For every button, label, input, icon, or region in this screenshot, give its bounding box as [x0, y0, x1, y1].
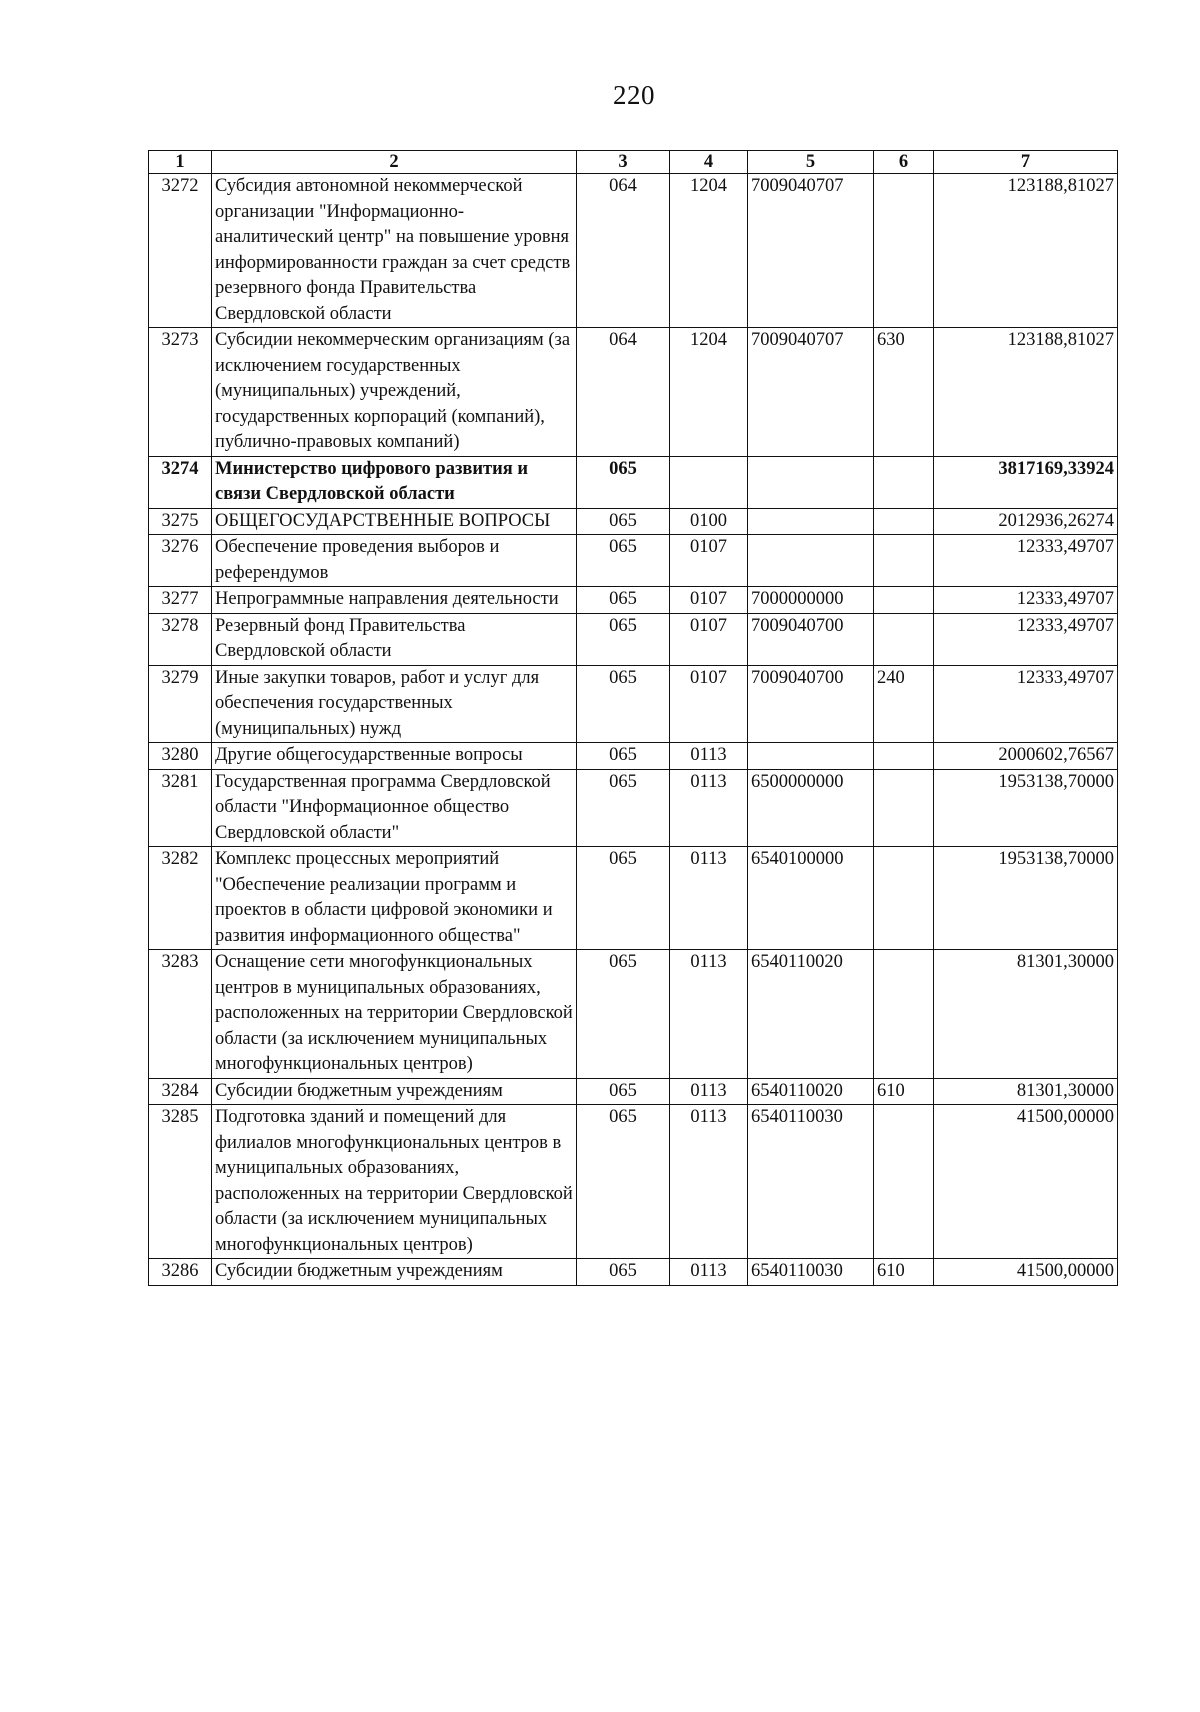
row-name-cell: Другие общегосударственные вопросы: [212, 743, 577, 770]
target-article-cell: 7009040707: [748, 328, 874, 457]
ministry-code-cell: 065: [577, 613, 670, 665]
row-name-cell: Субсидии бюджетным учреждениям: [212, 1078, 577, 1105]
table-row: [149, 1259, 1118, 1286]
section-code-cell: 0113: [670, 1259, 748, 1286]
section-code-cell: 0100: [670, 508, 748, 535]
section-code-cell: 0107: [670, 665, 748, 743]
target-article-cell: 6540100000: [748, 847, 874, 950]
amount-cell: 12333,49707: [934, 587, 1118, 614]
amount-cell: 1953138,70000: [934, 847, 1118, 950]
target-article-cell: [748, 743, 874, 770]
row-number-cell: 3283: [149, 950, 212, 1079]
ministry-code-cell: 065: [577, 456, 670, 508]
amount-cell: 12333,49707: [934, 613, 1118, 665]
expense-type-cell: [874, 847, 934, 950]
table-row: [149, 1078, 1118, 1105]
row-number-cell: 3278: [149, 613, 212, 665]
target-article-cell: 6540110030: [748, 1259, 874, 1286]
row-number-cell: 3274: [149, 456, 212, 508]
row-number-cell: 3272: [149, 174, 212, 328]
amount-cell: 123188,81027: [934, 328, 1118, 457]
table-row: [149, 1105, 1118, 1259]
row-number-cell: 3282: [149, 847, 212, 950]
column-header: 3: [577, 151, 670, 174]
amount-cell: 2000602,76567: [934, 743, 1118, 770]
column-header: 5: [748, 151, 874, 174]
section-code-cell: 0107: [670, 613, 748, 665]
table-body: [149, 174, 1118, 1286]
table-row: [149, 174, 1118, 328]
budget-table: [148, 150, 1118, 1286]
table-row: [149, 456, 1118, 508]
expense-type-cell: [874, 174, 934, 328]
row-name-cell: Субсидии бюджетным учреждениям: [212, 1259, 577, 1286]
table-row: [149, 508, 1118, 535]
expense-type-cell: 630: [874, 328, 934, 457]
expense-type-cell: 240: [874, 665, 934, 743]
row-name-cell: Непрограммные направления деятельности: [212, 587, 577, 614]
ministry-code-cell: 065: [577, 950, 670, 1079]
column-header: 4: [670, 151, 748, 174]
table-row: [149, 587, 1118, 614]
table-header-row: [149, 151, 1118, 174]
expense-type-cell: [874, 508, 934, 535]
target-article-cell: 7009040700: [748, 613, 874, 665]
section-code-cell: 0107: [670, 535, 748, 587]
ministry-code-cell: 065: [577, 847, 670, 950]
section-code-cell: 1204: [670, 174, 748, 328]
page-number: 220: [613, 80, 655, 110]
ministry-code-cell: 064: [577, 328, 670, 457]
row-name-cell: ОБЩЕГОСУДАРСТВЕННЫЕ ВОПРОСЫ: [212, 508, 577, 535]
column-header: 1: [149, 151, 212, 174]
row-name-cell: Субсидии некоммерческим организациям (за исключением государственных (муниципальных) учреждений, государственных корпораций (компаний), публично-правовых компаний): [212, 328, 577, 457]
row-number-cell: 3279: [149, 665, 212, 743]
table-row: [149, 613, 1118, 665]
table-row: [149, 743, 1118, 770]
section-code-cell: 0113: [670, 743, 748, 770]
target-article-cell: [748, 535, 874, 587]
expense-type-cell: [874, 535, 934, 587]
ministry-code-cell: 065: [577, 535, 670, 587]
amount-cell: 81301,30000: [934, 950, 1118, 1079]
table-row: [149, 769, 1118, 847]
expense-type-cell: [874, 743, 934, 770]
table-row: [149, 665, 1118, 743]
row-name-cell: Подготовка зданий и помещений для филиалов многофункциональных центров в муниципальных образованиях, расположенных на территории Свердловской области (за исключением муниципальных многофункциональных центров): [212, 1105, 577, 1259]
column-header: 2: [212, 151, 577, 174]
row-number-cell: 3280: [149, 743, 212, 770]
table-row: [149, 535, 1118, 587]
column-header: 6: [874, 151, 934, 174]
section-code-cell: 0113: [670, 847, 748, 950]
table-row: [149, 328, 1118, 457]
ministry-code-cell: 065: [577, 587, 670, 614]
expense-type-cell: 610: [874, 1259, 934, 1286]
row-name-cell: Министерство цифрового развития и связи Свердловской области: [212, 456, 577, 508]
amount-cell: 2012936,26274: [934, 508, 1118, 535]
target-article-cell: 7009040707: [748, 174, 874, 328]
section-code-cell: 0113: [670, 1078, 748, 1105]
amount-cell: 12333,49707: [934, 665, 1118, 743]
target-article-cell: 7000000000: [748, 587, 874, 614]
amount-cell: 81301,30000: [934, 1078, 1118, 1105]
expense-type-cell: [874, 1105, 934, 1259]
section-code-cell: 0113: [670, 769, 748, 847]
expense-type-cell: [874, 950, 934, 1079]
table-row: [149, 950, 1118, 1079]
section-code-cell: 0113: [670, 1105, 748, 1259]
row-number-cell: 3286: [149, 1259, 212, 1286]
amount-cell: 41500,00000: [934, 1259, 1118, 1286]
table-row: [149, 847, 1118, 950]
target-article-cell: 6500000000: [748, 769, 874, 847]
ministry-code-cell: 065: [577, 508, 670, 535]
target-article-cell: 6540110020: [748, 950, 874, 1079]
row-name-cell: Обеспечение проведения выборов и референдумов: [212, 535, 577, 587]
expense-type-cell: [874, 769, 934, 847]
amount-cell: 41500,00000: [934, 1105, 1118, 1259]
row-name-cell: Иные закупки товаров, работ и услуг для обеспечения государственных (муниципальных) нужд: [212, 665, 577, 743]
expense-type-cell: [874, 613, 934, 665]
row-number-cell: 3275: [149, 508, 212, 535]
expense-type-cell: [874, 587, 934, 614]
row-number-cell: 3281: [149, 769, 212, 847]
target-article-cell: [748, 456, 874, 508]
amount-cell: 3817169,33924: [934, 456, 1118, 508]
row-number-cell: 3276: [149, 535, 212, 587]
row-number-cell: 3277: [149, 587, 212, 614]
ministry-code-cell: 065: [577, 769, 670, 847]
section-code-cell: 1204: [670, 328, 748, 457]
target-article-cell: 6540110020: [748, 1078, 874, 1105]
expense-type-cell: [874, 456, 934, 508]
column-header: 7: [934, 151, 1118, 174]
row-name-cell: Резервный фонд Правительства Свердловской области: [212, 613, 577, 665]
amount-cell: 1953138,70000: [934, 769, 1118, 847]
ministry-code-cell: 065: [577, 1259, 670, 1286]
row-name-cell: Комплекс процессных мероприятий "Обеспечение реализации программ и проектов в области цифровой экономики и развития информационного общества": [212, 847, 577, 950]
ministry-code-cell: 064: [577, 174, 670, 328]
row-name-cell: Субсидия автономной некоммерческой организации "Информационно-аналитический центр" на повышение уровня информированности граждан за счет средств резервного фонда Правительства Свердловской области: [212, 174, 577, 328]
section-code-cell: 0113: [670, 950, 748, 1079]
row-number-cell: 3284: [149, 1078, 212, 1105]
target-article-cell: 7009040700: [748, 665, 874, 743]
row-name-cell: Государственная программа Свердловской области "Информационное общество Свердловской области": [212, 769, 577, 847]
ministry-code-cell: 065: [577, 1078, 670, 1105]
section-code-cell: [670, 456, 748, 508]
section-code-cell: 0107: [670, 587, 748, 614]
row-name-cell: Оснащение сети многофункциональных центров в муниципальных образованиях, расположенных на территории Свердловской области (за исключением муниципальных многофункциональных центров): [212, 950, 577, 1079]
row-number-cell: 3285: [149, 1105, 212, 1259]
row-number-cell: 3273: [149, 328, 212, 457]
amount-cell: 123188,81027: [934, 174, 1118, 328]
expense-type-cell: 610: [874, 1078, 934, 1105]
target-article-cell: 6540110030: [748, 1105, 874, 1259]
ministry-code-cell: 065: [577, 665, 670, 743]
amount-cell: 12333,49707: [934, 535, 1118, 587]
ministry-code-cell: 065: [577, 743, 670, 770]
ministry-code-cell: 065: [577, 1105, 670, 1259]
target-article-cell: [748, 508, 874, 535]
